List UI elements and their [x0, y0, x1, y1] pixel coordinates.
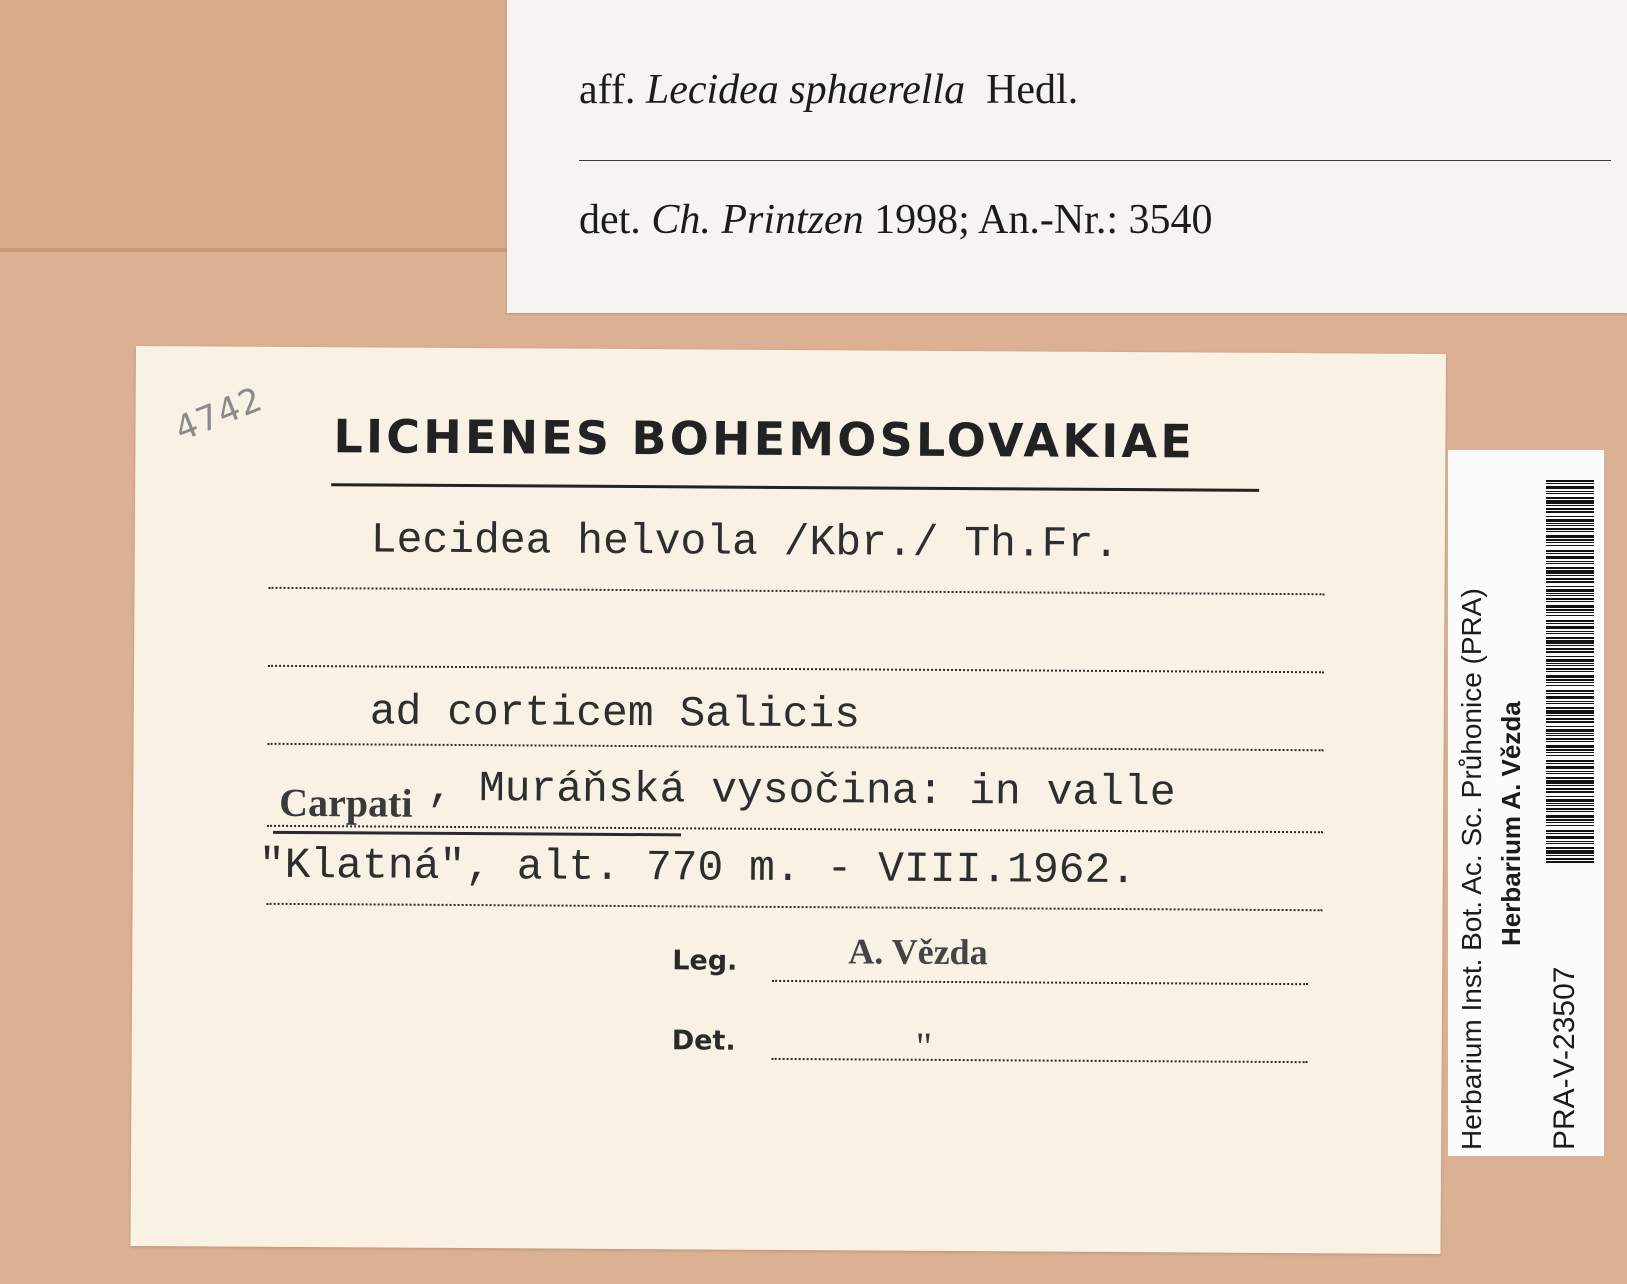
- envelope-fold-line: [0, 248, 507, 252]
- det-author: Hedl.: [986, 67, 1079, 113]
- det-dotted-line: [772, 1058, 1308, 1063]
- determiner-name: Ch. Printzen: [651, 197, 864, 243]
- det-taxon: Lecidea sphaerella: [645, 67, 966, 113]
- region-stamp: Carpati: [279, 779, 413, 826]
- barcode-icon: [1546, 480, 1594, 866]
- dotted-line-1: [269, 587, 1325, 595]
- pencil-number: 4742: [169, 379, 269, 450]
- species-name: Lecidea helvola /Kbr./ Th.Fr.: [370, 515, 1120, 570]
- leg-dotted-line: [772, 980, 1308, 985]
- header-underline: [331, 483, 1259, 492]
- determination-by-line: [579, 196, 1213, 244]
- leg-label: Leg.: [672, 945, 738, 977]
- region-underline: [273, 831, 681, 836]
- det-label: Det.: [671, 1025, 736, 1057]
- herbarium-label: [131, 346, 1446, 1254]
- determination-divider: [579, 160, 1611, 161]
- locality-line-2: "Klatná", alt. 770 m. - VIII.1962.: [258, 840, 1137, 896]
- dotted-line-5: [267, 903, 1323, 911]
- det-by-prefix: det.: [579, 197, 641, 243]
- det-prefix: aff.: [579, 67, 636, 113]
- dotted-line-2: [268, 665, 1324, 673]
- barcode-slip: [1448, 450, 1604, 1156]
- label-header: LICHENES BOHEMOSLOVAKIAE: [333, 409, 1196, 469]
- specimen-id: PRA-V-23507: [1548, 966, 1581, 1150]
- determination-slip: [507, 0, 1627, 313]
- det-year-accession: 1998; An.-Nr.: 3540: [874, 197, 1213, 243]
- herbarium-name: Herbarium A. Vězda: [1496, 701, 1526, 946]
- substrate-text: ad corticem Salicis: [369, 687, 861, 740]
- institution-text: Herbarium Inst. Bot. Ac. Sc. Průhonice (PRA): [1456, 588, 1487, 1150]
- det-ditto-mark: ": [915, 1023, 933, 1069]
- determination-taxon-line: [579, 66, 1078, 114]
- locality-line-1: , Muráňská vysočina: in valle: [427, 763, 1176, 818]
- collector-stamp: A. Vězda: [848, 931, 988, 973]
- dotted-line-3: [268, 743, 1324, 751]
